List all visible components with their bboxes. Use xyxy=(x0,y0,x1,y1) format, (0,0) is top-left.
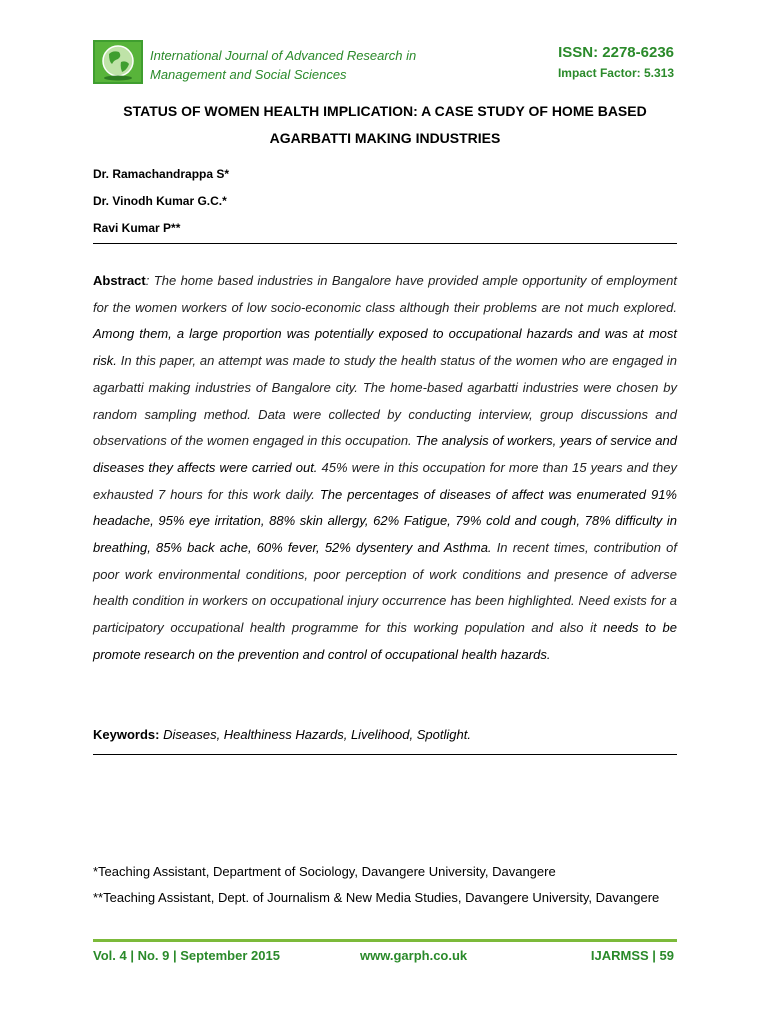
divider-bottom xyxy=(93,754,677,755)
author-list xyxy=(93,161,229,242)
journal-name-line2: Management and Social Sciences xyxy=(150,67,347,82)
paper-title xyxy=(93,98,677,152)
divider-top xyxy=(93,243,677,244)
footer-volume: Vol. 4 | No. 9 | September 2015 xyxy=(93,948,280,963)
journal-name xyxy=(150,46,416,84)
globe-icon xyxy=(93,40,143,84)
author: Dr. Ramachandrappa S* xyxy=(93,167,230,181)
title-line2: AGARBATTI MAKING INDUSTRIES xyxy=(269,130,501,146)
abstract-emphasis: The analysis of workers, years of service and diseases they affects were carried out. xyxy=(93,433,677,475)
abstract-emphasis: needs to be promote research on the prevention and control of occupational health hazards. xyxy=(93,620,677,662)
footnote: **Teaching Assistant, Dept. of Journalism & New Media Studies, Davangere University, Davangere xyxy=(93,890,660,905)
journal-name-line1: International Journal of Advanced Research in xyxy=(150,48,417,63)
abstract xyxy=(93,268,677,669)
keywords-label: Keywords xyxy=(93,727,156,742)
issn: ISSN: 2278-6236 xyxy=(558,44,674,61)
author: Ravi Kumar P** xyxy=(93,221,181,235)
journal-header xyxy=(93,40,677,84)
footer-page-number: IJARMSS | 59 xyxy=(590,948,674,963)
author: Dr. Vinodh Kumar G.C.* xyxy=(93,194,227,208)
abstract-emphasis: Among them, a large proportion was potentially exposed to occupational hazards and was at most risk. xyxy=(93,326,677,369)
footer-rule xyxy=(93,939,677,942)
abstract-text: In recent times, contribution of poor work environmental conditions, poor perception of work conditions and presence of adverse health condition in workers on occupational injury occurrence has been highlighted. Need exists for a participatory occupational health programme for this working population and also it xyxy=(93,540,677,636)
footnotes xyxy=(93,859,677,911)
impact-factor: Impact Factor: 5.313 xyxy=(557,66,674,80)
abstract-label: Abstract xyxy=(93,273,146,288)
title-line1: STATUS OF WOMEN HEALTH IMPLICATION: A CASE STUDY OF HOME BASED xyxy=(123,103,647,119)
keywords-colon: : xyxy=(155,727,160,742)
footnote: *Teaching Assistant, Department of Sociology, Davangere University, Davangere xyxy=(93,864,556,879)
abstract-text: In this paper, an attempt was made to study the health status of the women who are engaged in agarbatti making industries of Bangalore city. The home-based agarbatti industries were chosen by random sampling method. Data were collected by conducting interview, group discussions and observations of the women engaged in this occupation. xyxy=(93,353,677,449)
abstract-emphasis: The percentages of diseases of affect was enumerated 91% headache, 95% eye irritation, 88% skin allergy, 62% Fatigue, 79% cold and cough, 78% difficulty in breathing, 85% back ache, 60% fever, 52% dysentery and Asthma. xyxy=(93,486,677,556)
abstract-colon: : xyxy=(145,273,150,288)
keywords xyxy=(93,725,677,745)
footer-website-link[interactable]: www.garph.co.uk xyxy=(360,948,468,963)
abstract-text: The home based industries in Bangalore have provided ample opportunity of employment for the women workers of low socio-economic class although their problems are not much explored. xyxy=(93,273,677,315)
keywords-text: Diseases, Healthiness Hazards, Livelihood, Spotlight. xyxy=(159,727,471,742)
abstract-text: 45% were in this occupation for more than 15 years and they exhausted 7 hours for this work daily. xyxy=(93,459,677,502)
